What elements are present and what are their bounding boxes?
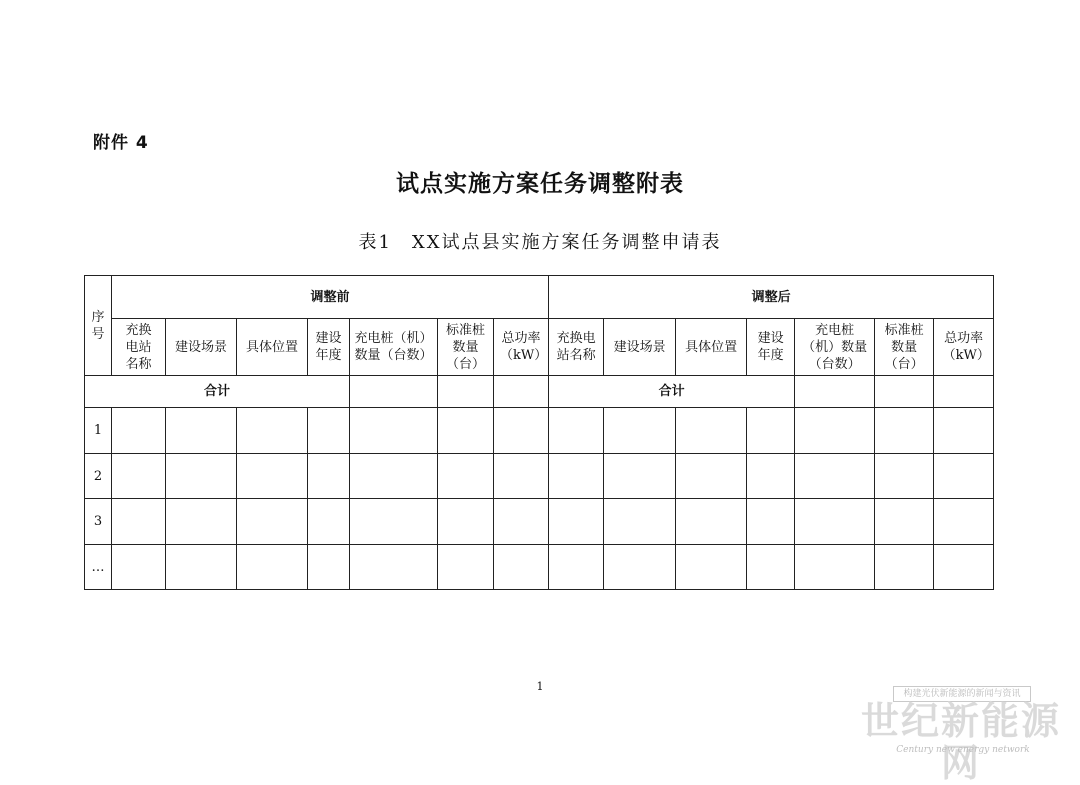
table-cell: [438, 454, 494, 499]
table-cell: [875, 499, 934, 545]
table-cell: [795, 499, 875, 545]
table-cell: [112, 408, 166, 454]
row-index: 3: [85, 499, 112, 545]
table-cell: [875, 408, 934, 454]
table-cell: [747, 454, 795, 499]
total-cell: [494, 376, 549, 408]
total-cell: [934, 376, 994, 408]
col-header-before-year: 建设年度: [308, 319, 350, 376]
total-cell: [438, 376, 494, 408]
table-row: [85, 545, 994, 590]
table-cell: [166, 454, 237, 499]
total-label-before: 合计: [85, 376, 350, 408]
table-cell: [308, 408, 350, 454]
table-cell: [237, 545, 308, 590]
table-cell: [604, 408, 676, 454]
table-cell: [308, 545, 350, 590]
col-header-after-station-name: 充换电站名称: [549, 319, 604, 376]
table-cell: [676, 454, 747, 499]
total-cell: [875, 376, 934, 408]
table-caption: 表1 XX试点县实施方案任务调整申请表: [358, 232, 722, 253]
table-cell: [795, 408, 875, 454]
table-cell: [604, 454, 676, 499]
table-cell: [934, 499, 994, 545]
table-cell: [350, 545, 438, 590]
annex-label: 附件 4: [93, 133, 149, 153]
table-cell: [438, 545, 494, 590]
total-cell: [350, 376, 438, 408]
table-cell: [438, 499, 494, 545]
total-cell: [795, 376, 875, 408]
table-cell: [350, 408, 438, 454]
table-cell: [494, 545, 549, 590]
table-cell: [438, 408, 494, 454]
table-cell: [934, 408, 994, 454]
row-index: …: [85, 545, 112, 590]
table-cell: [747, 408, 795, 454]
table-cell: [934, 454, 994, 499]
table-cell: [875, 545, 934, 590]
table-cell: [494, 454, 549, 499]
col-header-after-total-power: 总功率（kW）: [934, 319, 994, 376]
table-cell: [549, 454, 604, 499]
col-header-after-location: 具体位置: [676, 319, 747, 376]
table-cell: [549, 499, 604, 545]
table-row: [85, 499, 994, 545]
table-cell: [112, 499, 166, 545]
table-cell: [676, 499, 747, 545]
col-header-before-station-name: 充换电站名称: [112, 319, 166, 376]
col-header-before-location: 具体位置: [237, 319, 308, 376]
table-cell: [676, 408, 747, 454]
watermark-tagline: 构建光伏新能源的新闻与资讯: [893, 686, 1031, 702]
table-cell: [549, 545, 604, 590]
watermark-english: Century new energy network: [896, 745, 1030, 755]
group-header-after: 调整后: [549, 276, 994, 319]
col-header-after-scene: 建设场景: [604, 319, 676, 376]
table-cell: [166, 499, 237, 545]
col-header-after-standard-count: 标准桩数量（台）: [875, 319, 934, 376]
table-cell: [308, 499, 350, 545]
table-cell: [166, 408, 237, 454]
table-cell: [350, 499, 438, 545]
table-row: [85, 454, 994, 499]
col-header-after-charger-count: 充电桩（机）数量（台数）: [795, 319, 875, 376]
col-header-before-total-power: 总功率（kW）: [494, 319, 549, 376]
seq-header: 序号: [85, 276, 112, 376]
table-cell: [795, 454, 875, 499]
table-cell: [795, 545, 875, 590]
row-index: 1: [85, 408, 112, 454]
table-cell: [350, 454, 438, 499]
col-header-before-charger-count: 充电桩（机）数量（台数）: [350, 319, 438, 376]
table-cell: [237, 499, 308, 545]
watermark-logo-text: 世纪新能源网: [860, 698, 1061, 785]
table-cell: [112, 454, 166, 499]
total-label-after: 合计: [549, 376, 795, 408]
col-header-before-standard-count: 标准桩数量（台）: [438, 319, 494, 376]
group-header-before: 调整前: [112, 276, 549, 319]
table-cell: [237, 454, 308, 499]
table-cell: [112, 545, 166, 590]
table-cell: [934, 545, 994, 590]
table-cell: [308, 454, 350, 499]
table-cell: [604, 499, 676, 545]
table-cell: [549, 408, 604, 454]
table-cell: [676, 545, 747, 590]
page-number: 1: [536, 680, 544, 693]
row-index: 2: [85, 454, 112, 499]
table-cell: [747, 545, 795, 590]
table-cell: [747, 499, 795, 545]
adjustment-table: [84, 275, 994, 590]
col-header-before-scene: 建设场景: [166, 319, 237, 376]
col-header-after-year: 建设年度: [747, 319, 795, 376]
table-cell: [237, 408, 308, 454]
table-cell: [875, 454, 934, 499]
table-cell: [604, 545, 676, 590]
document-title: 试点实施方案任务调整附表: [396, 171, 684, 197]
table-cell: [494, 408, 549, 454]
table-row: [85, 408, 994, 454]
table-cell: [494, 499, 549, 545]
table-cell: [166, 545, 237, 590]
